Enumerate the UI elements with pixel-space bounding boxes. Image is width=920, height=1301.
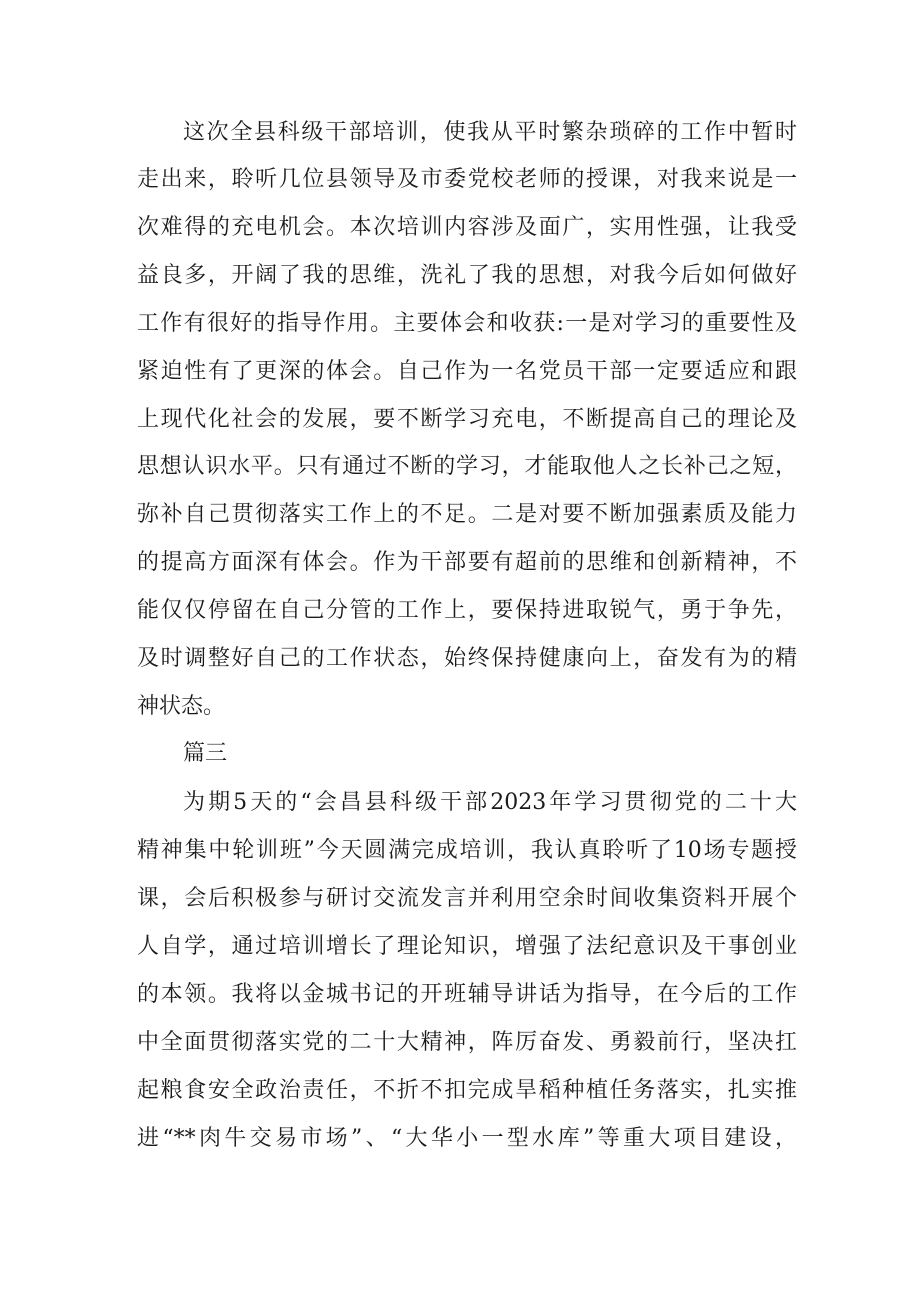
- paragraph-2-line-5: 的本领。我将以金城书记的开班辅导讲话为指导，在今后的工作: [137, 982, 797, 1007]
- paragraph-1-line-3: 次难得的充电机会。本次培训内容涉及面广，实用性强，让我受: [137, 215, 797, 240]
- paragraph-2-line-6: 中全面贯彻落实党的二十大精神，阵厉奋发、勇毅前行，坚决扛: [137, 1030, 797, 1055]
- paragraph-1-line-10: 的提高方面深有体会。作为干部要有超前的思维和创新精神，不: [137, 550, 797, 575]
- section-heading: 篇三: [183, 741, 228, 766]
- paragraph-1-line-5: 工作有很好的指导作用。主要体会和收获:一是对学习的重要性及: [137, 311, 797, 336]
- paragraph-1-line-1: 这次全县科级干部培训，使我从平时繁杂琐碎的工作中暂时: [183, 120, 797, 145]
- paragraph-1-line-8: 思想认识水平。只有通过不断的学习，才能取他人之长补己之短，: [137, 454, 797, 479]
- paragraph-2-line-2: 精神集中轮训班”今天圆满完成培训，我认真聆听了10场专题授: [137, 838, 797, 863]
- paragraph-1-line-13: 神状态。: [137, 694, 226, 719]
- paragraph-1-line-11: 能仅仅停留在自己分管的工作上，要保持进取锐气，勇于争先，: [137, 598, 797, 623]
- paragraph-2-line-7: 起粮食安全政治责任，不折不扣完成旱稻种植任务落实，扎实推: [137, 1078, 797, 1103]
- paragraph-1-line-6: 紧迫性有了更深的体会。自己作为一名党员干部一定要适应和跟: [137, 359, 797, 384]
- paragraph-1-line-4: 益良多，开阔了我的思维，洗礼了我的思想，对我今后如何做好: [137, 263, 797, 288]
- paragraph-1-line-7: 上现代化社会的发展，要不断学习充电，不断提高自己的理论及: [137, 407, 797, 432]
- paragraph-2-line-3: 课，会后积极参与研讨交流发言并利用空余时间收集资料开展个: [137, 886, 797, 911]
- paragraph-2-line-4: 人自学，通过培训增长了理论知识，增强了法纪意识及干事创业: [137, 934, 797, 959]
- paragraph-1-line-9: 弥补自己贯彻落实工作上的不足。二是对要不断加强素质及能力: [137, 502, 797, 527]
- paragraph-1-line-12: 及时调整好自己的工作状态，始终保持健康向上，奋发有为的精: [137, 646, 797, 671]
- paragraph-2-line-1: 为期5天的“会昌县科级干部2023年学习贯彻党的二十大: [183, 790, 797, 815]
- paragraph-2-line-8: 进“**肉牛交易市场”、“大华小一型水库”等重大项目建设，: [137, 1126, 797, 1151]
- paragraph-1-line-2: 走出来，聆听几位县领导及市委党校老师的授课，对我来说是一: [137, 167, 797, 192]
